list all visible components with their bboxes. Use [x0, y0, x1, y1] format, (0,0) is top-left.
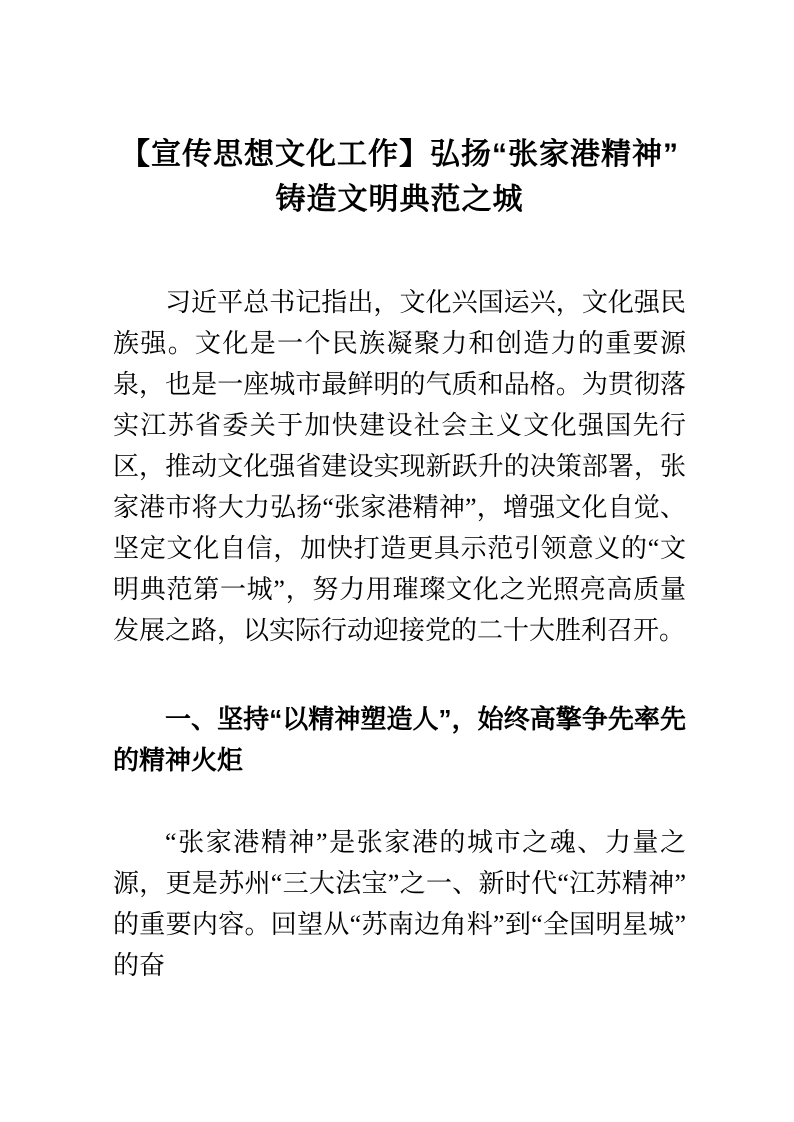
document-title-line-2: 铸造文明典范之城: [275, 183, 524, 216]
document-title-line-1: 【宣传思想文化工作】弘扬“张家港精神”: [120, 138, 679, 171]
section-heading-1: 一、坚持“以精神塑造人”，始终高擎争先率先的精神火炬: [113, 704, 686, 775]
document-title: [113, 132, 686, 222]
body-paragraph-2: “张家港精神”是张家港的城市之魂、力量之源，更是苏州“三大法宝”之一、新时代“江苏精神”的重要内容。回望从“苏南边角料”到“全国明星城”的奋: [113, 828, 686, 980]
body-paragraph-1: 习近平总书记指出，文化兴国运兴，文化强民族强。文化是一个民族凝聚力和创造力的重要源泉，也是一座城市最鲜明的气质和品格。为贯彻落实江苏省委关于加快建设社会主义文化强国先行区，推动文化强省建设实现新跃升的决策部署，张家港市将大力弘扬“张家港精神”，增强文化自觉、坚定文化自信，加快打造更具示范引领意义的“文明典范第一城”，努力用璀璨文化之光照亮高质量发展之路，以实际行动迎接党的二十大胜利召开。: [113, 288, 686, 645]
